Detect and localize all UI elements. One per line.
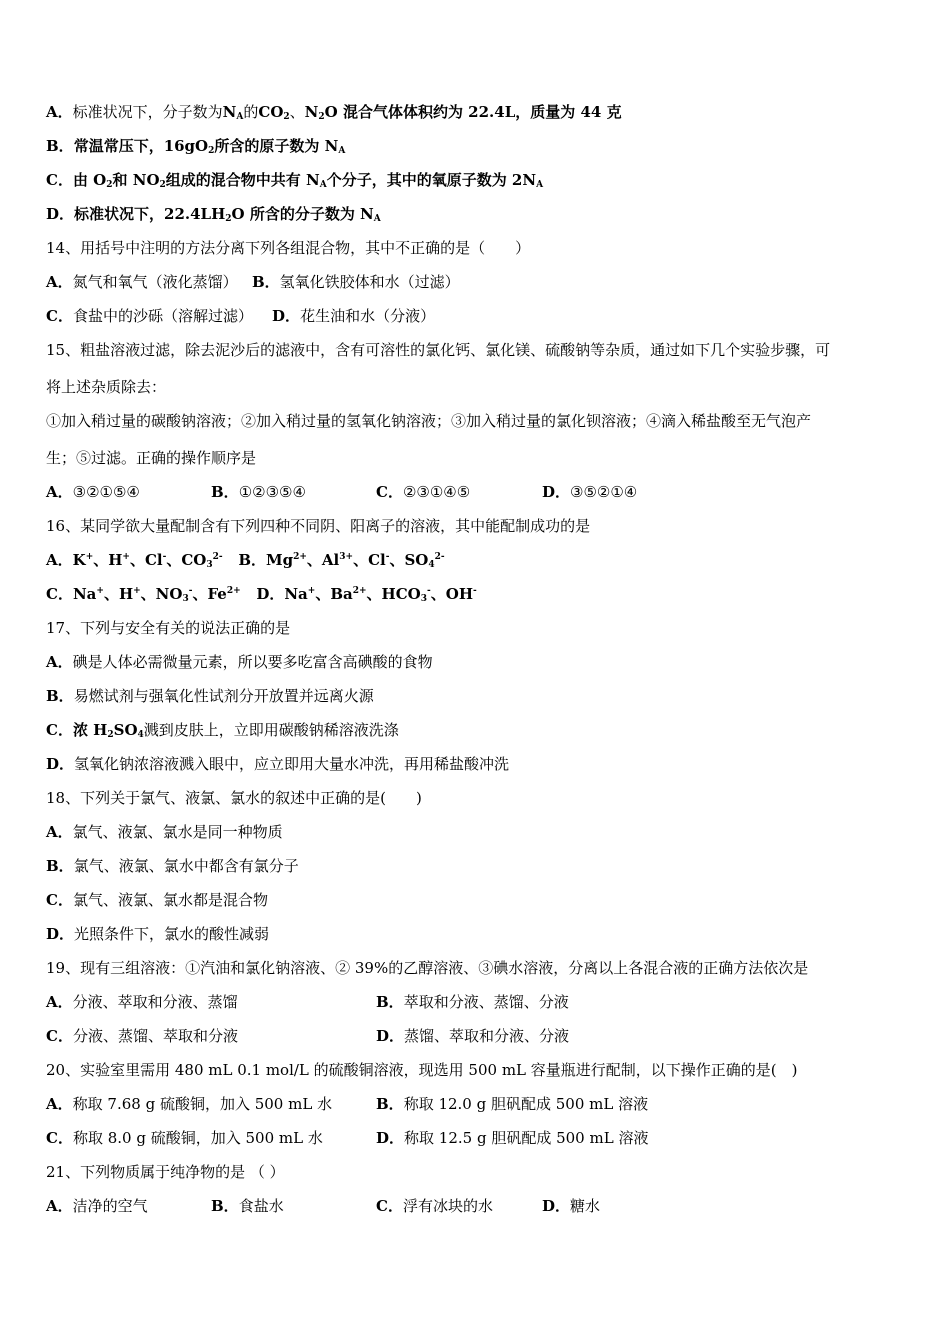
q13-option-d: D．标准状况下，$22.4LH_2O$ 所含的分子数为 $N_A$ <box>46 205 381 224</box>
q15-options: A．③②①⑤④ B．①②③⑤④ C．②③①④⑤ D．③⑤②①④ <box>46 483 638 501</box>
q13-option-c: C．由 $O_2$和 $NO_2$组成的混合物中共有 $N_A$个分子，其中的氧原子数为 $2N_A$ <box>46 171 544 190</box>
q14-options-cd: C．食盐中的沙砾（溶解过滤） D．花生油和水（分液） <box>46 307 436 325</box>
q20-options-ab: A．称取 7.68 g 硫酸铜，加入 500 mL 水 B．称取 12.0 g 胆矾配成 500 mL 溶液 <box>46 1095 649 1113</box>
q16-options-cd: C．Na+、H+、$NO_3^-$、$Fe^{2+}$ D．Na+、$Ba^{2+}$、$HCO_3^-$、OH- <box>46 585 477 604</box>
q15-stem-line4: 生；⑤过滤。正确的操作顺序是 <box>46 449 257 467</box>
q17-option-a: A．碘是人体必需微量元素，所以要多吃富含高碘酸的食物 <box>46 653 433 671</box>
q18-option-b: B．氯气、液氯、氯水中都含有氯分子 <box>46 857 299 875</box>
q19-stem: 19、现有三组溶液：①汽油和氯化钠溶液、② 39%的乙醇溶液、③碘水溶液，分离以上各混合液的正确方法依次是 <box>46 959 809 977</box>
q20-stem: 20、实验室里需用 480 mL 0.1 mol/L 的硫酸铜溶液，现选用 500 mL 容量瓶进行配制，以下操作正确的是( ) <box>46 1061 798 1079</box>
q21-options: A．洁净的空气 B．食盐水 C．浮有冰块的水 D．糖水 <box>46 1197 601 1215</box>
q17-option-c: C．浓 $H_2SO_4$溅到皮肤上，立即用碳酸钠稀溶液洗涤 <box>46 721 399 740</box>
q17-stem: 17、下列与安全有关的说法正确的是 <box>46 619 291 637</box>
q13-option-a: A．标准状况下，分子数为$N_A$的$CO_2$、$N_2O$ 混合气体体积约为 22.4L，质量为 44 克 <box>46 103 622 122</box>
q16-options-ab: A．K+、H+、Cl-、$CO_3^{2-}$ B．$Mg^{2+}$、$Al^{3+}$、Cl-、$SO_4^{2-}$ <box>46 551 445 570</box>
q16-stem: 16、某同学欲大量配制含有下列四种不同阴、阳离子的溶液，其中能配制成功的是 <box>46 517 591 535</box>
q15-stem-line3: ①加入稍过量的碳酸钠溶液；②加入稍过量的氢氧化钠溶液；③加入稍过量的氯化钡溶液；④滴入稀盐酸至无气泡产 <box>46 412 812 430</box>
q15-stem-line1: 15、粗盐溶液过滤，除去泥沙后的滤液中，含有可溶性的氯化钙、氯化镁、硫酸钠等杂质，通过如下几个实验步骤，可 <box>46 341 831 359</box>
q20-options-cd: C．称取 8.0 g 硫酸铜，加入 500 mL 水 D．称取 12.5 g 胆矾配成 500 mL 溶液 <box>46 1129 649 1147</box>
q19-options-ab: A．分液、萃取和分液、蒸馏 B．萃取和分液、蒸馏、分液 <box>46 993 569 1011</box>
q17-option-d: D．氢氧化钠浓溶液溅入眼中，应立即用大量水冲洗，再用稀盐酸冲洗 <box>46 755 510 773</box>
q14-options-ab: A．氮气和氧气（液化蒸馏） B．氢氧化铁胶体和水（过滤） <box>46 273 460 291</box>
q13-option-b: B．常温常压下，$16gO_2$所含的原子数为 $N_A$ <box>46 137 346 156</box>
q18-option-c: C．氯气、液氯、氯水都是混合物 <box>46 891 268 909</box>
q18-option-d: D．光照条件下，氯水的酸性减弱 <box>46 925 270 943</box>
q14-stem: 14、用括号中注明的方法分离下列各组混合物，其中不正确的是（ ） <box>46 239 531 257</box>
q18-stem: 18、下列关于氯气、液氯、氯水的叙述中正确的是( ) <box>46 789 422 807</box>
q18-option-a: A．氯气、液氯、氯水是同一种物质 <box>46 823 283 841</box>
q21-stem: 21、下列物质属于纯净物的是 （ ） <box>46 1163 285 1181</box>
q15-stem-line2: 将上述杂质除去： <box>46 378 167 396</box>
q17-option-b: B．易燃试剂与强氧化性试剂分开放置并远离火源 <box>46 687 374 705</box>
q19-options-cd: C．分液、蒸馏、萃取和分液 D．蒸馏、萃取和分液、分液 <box>46 1027 570 1045</box>
